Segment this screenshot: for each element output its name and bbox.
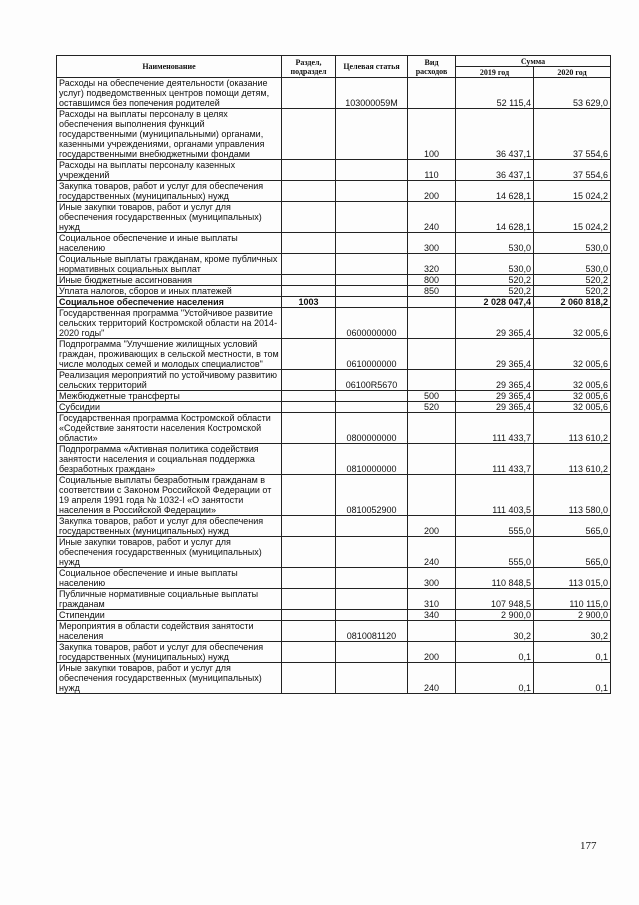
cell-target (336, 402, 408, 413)
table-row (57, 391, 611, 402)
cell-name: Иные закупки товаров, работ и услуг для обеспечения государственных (муниципальных) нужд (57, 663, 282, 694)
header-year-2019: 2019 год (456, 67, 534, 78)
cell-2020: 32 005,6 (534, 308, 611, 339)
cell-2020: 565,0 (534, 537, 611, 568)
cell-target (336, 202, 408, 233)
cell-2020: 15 024,2 (534, 181, 611, 202)
cell-section (282, 160, 336, 181)
cell-target: 0810052900 (336, 475, 408, 516)
table-row (57, 444, 611, 475)
cell-2019: 29 365,4 (456, 402, 534, 413)
cell-section (282, 610, 336, 621)
cell-target: 0810000000 (336, 444, 408, 475)
cell-2020: 32 005,6 (534, 370, 611, 391)
cell-2019: 14 628,1 (456, 202, 534, 233)
header-type: Вид расходов (408, 56, 456, 78)
table-row (57, 370, 611, 391)
cell-2019: 520,2 (456, 275, 534, 286)
cell-section (282, 642, 336, 663)
header-name: Наименование (57, 56, 282, 78)
cell-target: 06100R5670 (336, 370, 408, 391)
cell-2019: 52 115,4 (456, 78, 534, 109)
cell-type: 500 (408, 391, 456, 402)
cell-target: 0800000000 (336, 413, 408, 444)
cell-target (336, 160, 408, 181)
cell-target (336, 286, 408, 297)
table-row (57, 275, 611, 286)
cell-type: 320 (408, 254, 456, 275)
cell-type (408, 413, 456, 444)
cell-type: 100 (408, 109, 456, 160)
cell-target (336, 181, 408, 202)
table-row (57, 537, 611, 568)
cell-target: 103000059М (336, 78, 408, 109)
cell-2019: 14 628,1 (456, 181, 534, 202)
cell-2020: 565,0 (534, 516, 611, 537)
cell-2020: 32 005,6 (534, 339, 611, 370)
cell-target (336, 663, 408, 694)
cell-type: 300 (408, 568, 456, 589)
cell-2020: 113 610,2 (534, 444, 611, 475)
cell-2020: 2 900,0 (534, 610, 611, 621)
cell-2019: 107 948,5 (456, 589, 534, 610)
table-row (57, 589, 611, 610)
table-row (57, 663, 611, 694)
cell-type: 800 (408, 275, 456, 286)
cell-name: Иные закупки товаров, работ и услуг для обеспечения государственных (муниципальных) нужд (57, 202, 282, 233)
header-target: Целевая статья (336, 56, 408, 78)
cell-name: Субсидии (57, 402, 282, 413)
cell-type: 520 (408, 402, 456, 413)
cell-2020: 32 005,6 (534, 391, 611, 402)
table-row (57, 78, 611, 109)
cell-2019: 530,0 (456, 233, 534, 254)
cell-2019: 111 433,7 (456, 413, 534, 444)
cell-name: Закупка товаров, работ и услуг для обеспечения государственных (муниципальных) нужд (57, 181, 282, 202)
table-row (57, 254, 611, 275)
cell-type (408, 308, 456, 339)
cell-target (336, 537, 408, 568)
table-row (57, 297, 611, 308)
cell-name: Закупка товаров, работ и услуг для обеспечения государственных (муниципальных) нужд (57, 642, 282, 663)
cell-name: Социальное обеспечение населения (57, 297, 282, 308)
cell-type (408, 297, 456, 308)
cell-name: Государственная программа Костромской области «Содействие занятости населения Костромской области» (57, 413, 282, 444)
cell-section (282, 286, 336, 297)
cell-type: 200 (408, 516, 456, 537)
cell-section (282, 308, 336, 339)
table-row (57, 642, 611, 663)
cell-2019: 520,2 (456, 286, 534, 297)
cell-name: Иные бюджетные ассигнования (57, 275, 282, 286)
table-row (57, 402, 611, 413)
cell-section (282, 402, 336, 413)
cell-section (282, 275, 336, 286)
cell-section (282, 233, 336, 254)
cell-name: Социальные выплаты гражданам, кроме публичных нормативных социальных выплат (57, 254, 282, 275)
cell-section (282, 202, 336, 233)
cell-type: 200 (408, 181, 456, 202)
cell-name: Мероприятия в области содействия занятости населения (57, 621, 282, 642)
cell-2020: 113 015,0 (534, 568, 611, 589)
cell-section (282, 475, 336, 516)
cell-target (336, 275, 408, 286)
table-row (57, 160, 611, 181)
cell-2019: 555,0 (456, 516, 534, 537)
cell-name: Расходы на выплаты персоналу казенных учреждений (57, 160, 282, 181)
cell-name: Социальное обеспечение и иные выплаты населению (57, 233, 282, 254)
cell-name: Расходы на выплаты персоналу в целях обеспечения выполнения функций государственными (муниципальными) органами, казенными учреждениями, органами управления государственными внебюджетными фондами (57, 109, 282, 160)
cell-name: Реализация мероприятий по устойчивому развитию сельских территорий (57, 370, 282, 391)
cell-section (282, 537, 336, 568)
cell-section (282, 370, 336, 391)
cell-section (282, 589, 336, 610)
header-section: Раздел, подраздел (282, 56, 336, 78)
cell-type: 850 (408, 286, 456, 297)
page-number: 177 (580, 840, 597, 852)
cell-section (282, 181, 336, 202)
table-row (57, 568, 611, 589)
cell-type: 110 (408, 160, 456, 181)
cell-name: Расходы на обеспечение деятельности (оказание услуг) подведомственных центров помощи детям, оставшимся без попечения родителей (57, 78, 282, 109)
cell-section (282, 78, 336, 109)
header-year-2020: 2020 год (534, 67, 611, 78)
cell-name: Государственная программа "Устойчивое развитие сельских территорий Костромской области на 2014-2020 годы" (57, 308, 282, 339)
cell-section (282, 254, 336, 275)
cell-2020: 37 554,6 (534, 160, 611, 181)
cell-section: 1003 (282, 297, 336, 308)
cell-type (408, 339, 456, 370)
budget-table (56, 55, 611, 694)
cell-2020: 113 580,0 (534, 475, 611, 516)
table-row (57, 475, 611, 516)
table-header (57, 56, 611, 78)
cell-section (282, 444, 336, 475)
cell-2019: 29 365,4 (456, 391, 534, 402)
cell-section (282, 391, 336, 402)
cell-2020: 2 060 818,2 (534, 297, 611, 308)
cell-2019: 0,1 (456, 663, 534, 694)
cell-section (282, 516, 336, 537)
cell-type: 300 (408, 233, 456, 254)
cell-2020: 37 554,6 (534, 109, 611, 160)
cell-target (336, 391, 408, 402)
cell-2020: 30,2 (534, 621, 611, 642)
cell-2020: 530,0 (534, 254, 611, 275)
cell-target (336, 254, 408, 275)
cell-name: Публичные нормативные социальные выплаты гражданам (57, 589, 282, 610)
cell-2019: 29 365,4 (456, 339, 534, 370)
cell-section (282, 339, 336, 370)
cell-type (408, 370, 456, 391)
cell-2020: 0,1 (534, 642, 611, 663)
cell-2019: 111 403,5 (456, 475, 534, 516)
cell-2020: 0,1 (534, 663, 611, 694)
table-row (57, 308, 611, 339)
cell-target (336, 642, 408, 663)
cell-2020: 530,0 (534, 233, 611, 254)
cell-type: 340 (408, 610, 456, 621)
cell-name: Закупка товаров, работ и услуг для обеспечения государственных (муниципальных) нужд (57, 516, 282, 537)
cell-target (336, 610, 408, 621)
cell-2020: 53 629,0 (534, 78, 611, 109)
cell-type: 200 (408, 642, 456, 663)
cell-2019: 30,2 (456, 621, 534, 642)
cell-name: Иные закупки товаров, работ и услуг для обеспечения государственных (муниципальных) нужд (57, 537, 282, 568)
cell-type: 310 (408, 589, 456, 610)
cell-2019: 29 365,4 (456, 308, 534, 339)
cell-2020: 520,2 (534, 275, 611, 286)
cell-target (336, 516, 408, 537)
header-sum: Сумма (456, 56, 611, 67)
cell-type: 240 (408, 663, 456, 694)
cell-2020: 15 024,2 (534, 202, 611, 233)
cell-target (336, 109, 408, 160)
cell-name: Стипендии (57, 610, 282, 621)
cell-2019: 36 437,1 (456, 109, 534, 160)
cell-section (282, 663, 336, 694)
table-row (57, 413, 611, 444)
cell-section (282, 413, 336, 444)
cell-2019: 555,0 (456, 537, 534, 568)
cell-target: 0610000000 (336, 339, 408, 370)
cell-target: 0600000000 (336, 308, 408, 339)
cell-name: Подпрограмма «Активная политика содействия занятости населения и социальная поддержка безработных граждан» (57, 444, 282, 475)
cell-name: Подпрограмма "Улучшение жилищных условий граждан, проживающих в сельской местности, в том числе молодых семей и молодых специалистов" (57, 339, 282, 370)
cell-2019: 111 433,7 (456, 444, 534, 475)
cell-type: 240 (408, 202, 456, 233)
cell-2019: 530,0 (456, 254, 534, 275)
cell-2019: 36 437,1 (456, 160, 534, 181)
cell-section (282, 109, 336, 160)
table-row (57, 621, 611, 642)
cell-target (336, 297, 408, 308)
table-row (57, 286, 611, 297)
cell-2020: 32 005,6 (534, 402, 611, 413)
cell-target (336, 233, 408, 254)
cell-2019: 2 900,0 (456, 610, 534, 621)
cell-target (336, 589, 408, 610)
cell-type (408, 621, 456, 642)
table-row (57, 516, 611, 537)
cell-2019: 2 028 047,4 (456, 297, 534, 308)
cell-type (408, 475, 456, 516)
cell-2020: 113 610,2 (534, 413, 611, 444)
cell-section (282, 568, 336, 589)
table-row (57, 233, 611, 254)
table-body (57, 78, 611, 694)
table-row (57, 339, 611, 370)
cell-2019: 29 365,4 (456, 370, 534, 391)
cell-type (408, 444, 456, 475)
table-row (57, 109, 611, 160)
table-row (57, 202, 611, 233)
table-row (57, 610, 611, 621)
cell-2019: 110 848,5 (456, 568, 534, 589)
cell-2020: 520,2 (534, 286, 611, 297)
cell-2019: 0,1 (456, 642, 534, 663)
cell-2020: 110 115,0 (534, 589, 611, 610)
cell-type: 240 (408, 537, 456, 568)
cell-name: Уплата налогов, сборов и иных платежей (57, 286, 282, 297)
cell-section (282, 621, 336, 642)
cell-target: 0810081120 (336, 621, 408, 642)
cell-name: Социальные выплаты безработным гражданам в соответствии с Законом Российской Федерации от 19 апреля 1991 года № 1032-I «О занятости населения в Российской Федерации» (57, 475, 282, 516)
cell-type (408, 78, 456, 109)
cell-name: Межбюджетные трансферты (57, 391, 282, 402)
table-row (57, 181, 611, 202)
cell-name: Социальное обеспечение и иные выплаты населению (57, 568, 282, 589)
cell-target (336, 568, 408, 589)
